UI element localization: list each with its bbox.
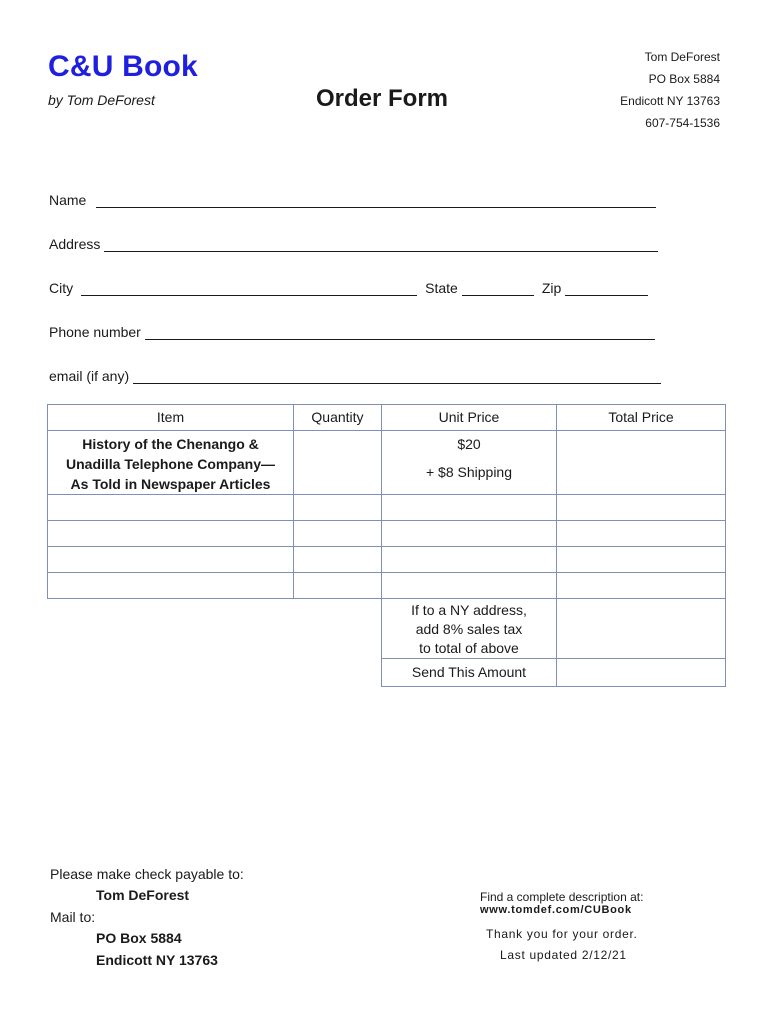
header-item: Item xyxy=(48,405,294,431)
description-label: Find a complete description at: xyxy=(480,890,644,904)
unit-price: $20 xyxy=(457,436,481,452)
shipping-price: + $8 Shipping xyxy=(425,464,513,480)
total-price-cell[interactable] xyxy=(557,547,726,573)
send-amount-label: Send This Amount xyxy=(382,659,557,687)
header-total-price: Total Price xyxy=(557,405,726,431)
tax-note-line: to total of above xyxy=(419,640,519,656)
payable-label: Please make check payable to: xyxy=(50,866,244,882)
city-input-line[interactable] xyxy=(81,281,417,296)
last-updated: Last updated 2/12/21 xyxy=(500,948,627,962)
send-amount-total-cell[interactable] xyxy=(557,659,726,687)
sales-tax-row xyxy=(48,599,726,659)
sales-tax-total-cell[interactable] xyxy=(557,599,726,659)
state-input-line[interactable] xyxy=(462,281,534,296)
quantity-cell[interactable] xyxy=(294,495,382,521)
item-line: As Told in Newspaper Articles xyxy=(70,476,271,492)
unit-price-cell-book xyxy=(382,431,557,495)
item-cell[interactable] xyxy=(48,521,294,547)
quantity-cell[interactable] xyxy=(294,547,382,573)
order-table xyxy=(47,404,726,687)
tax-note-line: If to a NY address, xyxy=(411,602,527,618)
item-line: History of the Chenango & xyxy=(82,436,259,452)
contact-city: Endicott NY 13763 xyxy=(620,94,720,108)
header-unit-price: Unit Price xyxy=(382,405,557,431)
item-cell[interactable] xyxy=(48,495,294,521)
total-price-cell[interactable] xyxy=(557,573,726,599)
payable-name: Tom DeForest xyxy=(96,887,190,903)
contact-name: Tom DeForest xyxy=(644,50,720,64)
phone-label: Phone number xyxy=(49,324,141,340)
thank-you-note: Thank you for your order. xyxy=(486,927,638,941)
quantity-cell-book[interactable] xyxy=(294,431,382,495)
table-header-row xyxy=(48,405,726,431)
zip-input-line[interactable] xyxy=(565,281,648,296)
zip-label: Zip xyxy=(541,280,562,296)
total-price-cell-book[interactable] xyxy=(557,431,726,495)
website-link[interactable]: www.tomdef.com/CUBook xyxy=(480,904,632,916)
table-row xyxy=(48,495,726,521)
email-label: email (if any) xyxy=(49,368,130,384)
email-input-line[interactable] xyxy=(133,369,661,384)
send-amount-row xyxy=(48,659,726,687)
email-field-row xyxy=(49,364,661,384)
name-field-row xyxy=(49,188,656,208)
table-row xyxy=(48,521,726,547)
address-input-line[interactable] xyxy=(104,237,658,252)
quantity-cell[interactable] xyxy=(294,521,382,547)
sales-tax-note xyxy=(382,599,557,659)
city-label: City xyxy=(49,280,74,296)
quantity-cell[interactable] xyxy=(294,573,382,599)
phone-field-row xyxy=(49,320,655,340)
contact-phone: 607-754-1536 xyxy=(645,116,720,130)
state-label: State xyxy=(425,280,458,296)
item-cell[interactable] xyxy=(48,547,294,573)
total-price-cell[interactable] xyxy=(557,521,726,547)
brand-title: C&U Book xyxy=(48,50,198,83)
phone-input-line[interactable] xyxy=(145,325,655,340)
item-cell-book xyxy=(48,431,294,495)
name-label: Name xyxy=(49,192,87,208)
city-state-zip-row xyxy=(49,276,648,296)
unit-price-cell[interactable] xyxy=(382,573,557,599)
form-title: Order Form xyxy=(316,85,449,112)
address-field-row xyxy=(49,232,658,252)
address-label: Address xyxy=(49,236,101,252)
table-row xyxy=(48,573,726,599)
table-row xyxy=(48,547,726,573)
name-input-line[interactable] xyxy=(96,193,656,208)
table-row-book xyxy=(48,431,726,495)
brand-byline: by Tom DeForest xyxy=(48,92,155,108)
unit-price-cell[interactable] xyxy=(382,495,557,521)
tax-note-line: add 8% sales tax xyxy=(415,621,523,637)
unit-price-cell[interactable] xyxy=(382,521,557,547)
mail-po-box: PO Box 5884 xyxy=(96,930,182,946)
item-line: Unadilla Telephone Company— xyxy=(66,456,275,472)
item-cell[interactable] xyxy=(48,573,294,599)
total-price-cell[interactable] xyxy=(557,495,726,521)
unit-price-cell[interactable] xyxy=(382,547,557,573)
header-quantity: Quantity xyxy=(294,405,382,431)
contact-po-box: PO Box 5884 xyxy=(648,72,720,86)
mail-city: Endicott NY 13763 xyxy=(96,952,218,968)
mail-to-label: Mail to: xyxy=(50,909,96,925)
